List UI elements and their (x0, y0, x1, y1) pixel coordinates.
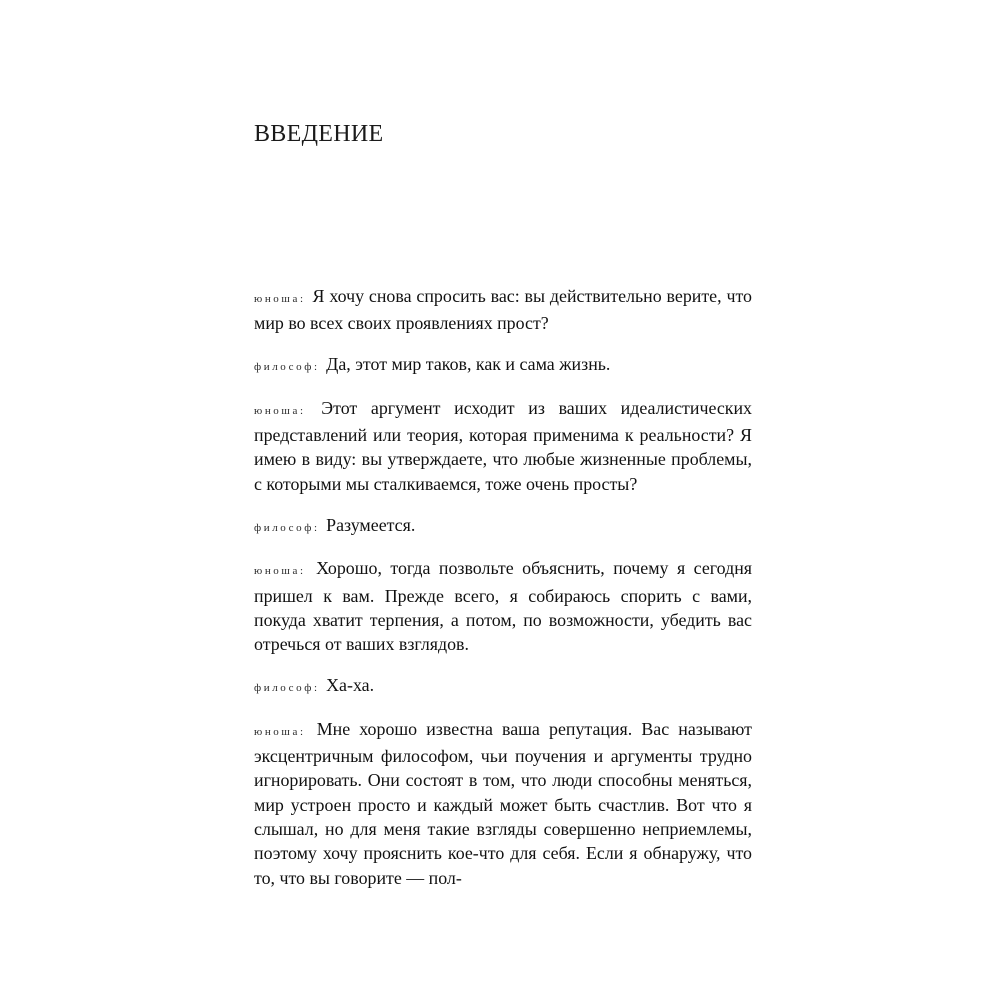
dialogue-line (254, 396, 752, 496)
speaker-label: юноша: (254, 565, 306, 578)
dialogue-line (254, 513, 752, 540)
dialogue-line (254, 284, 752, 336)
dialogue-text: Разумеется. (326, 514, 416, 535)
dialogue (254, 284, 752, 906)
dialogue-text: Мне хорошо известна ваша репутация. Вас называют эксцентричным философом, чьи поучения и аргументы трудно игнорировать. Они состоят в том, что люди способны меняться, мир устроен просто и каждый может быть счастлив. Вот что я слышал, но для меня такие взгляды совершенно неприемлемы, поэтому хочу прояснить кое-что для себя. Если я обнаружу, что то, что вы говорите — пол- (254, 718, 752, 888)
speaker-label: философ: (254, 361, 320, 374)
speaker-label: философ: (254, 682, 320, 695)
dialogue-line (254, 717, 752, 890)
dialogue-text: Да, этот мир таков, как и сама жизнь. (326, 354, 611, 375)
speaker-label: философ: (254, 521, 320, 534)
dialogue-line (254, 673, 752, 700)
speaker-label: юноша: (254, 725, 306, 738)
page-title: ВВЕДЕНИЕ (254, 121, 384, 147)
dialogue-text: Ха-ха. (326, 675, 375, 696)
dialogue-text: Этот аргумент исходит из ваших идеалистических представлений или теория, которая применима к реальности? Я имею в виду: вы утверждаете, что любые жизненные проблемы, с которыми мы сталкиваемся, тоже очень просты? (254, 397, 752, 494)
dialogue-text: Я хочу снова спросить вас: вы действительно верите, что мир во всех своих проявлениях прост? (254, 286, 752, 334)
dialogue-text: Хорошо, тогда позвольте объяснить, почему я сегодня пришел к вам. Прежде всего, я собираюсь спорить с вами, покуда хватит терпения, а потом, по возможности, убедить вас отречься от ваших взглядов. (254, 558, 752, 655)
speaker-label: юноша: (254, 404, 306, 417)
speaker-label: юноша: (254, 293, 306, 305)
dialogue-line (254, 352, 752, 379)
dialogue-line (254, 556, 752, 656)
